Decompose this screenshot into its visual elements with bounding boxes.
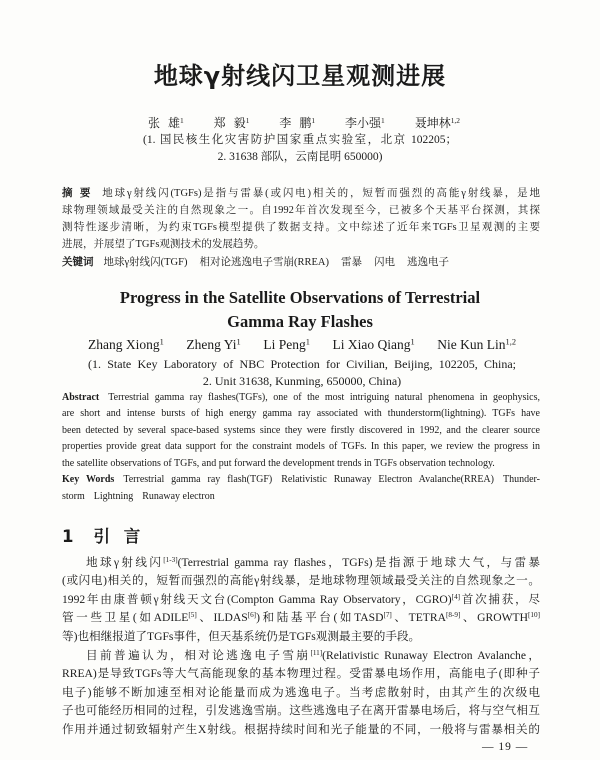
keywords-en-continued <box>62 489 540 506</box>
page-number: — 19 — <box>482 741 529 753</box>
body-segment: )和陆基平台(如TASD <box>256 611 384 625</box>
citation: [11] <box>310 648 323 657</box>
body-segment: 首次捕获，尽 <box>460 592 540 606</box>
section-heading <box>62 527 140 547</box>
author-name: Zhang Xiong <box>88 337 160 352</box>
body-segment: 子也可能经历相同的过程，引发逃逸雪崩。这些逃逸电子在离开雷暴电场后，将与空气相互 <box>62 704 540 718</box>
body-segment: 1992年由康普顿γ射线天文台(Compton Gamma Ray Observatory，CGRO) <box>62 592 452 606</box>
keyword: storm <box>62 490 85 502</box>
abstract-line: 球物理领域最受关注的自然现象之一。自1992年首次发现至今，已被多个天基平台探测，其探 <box>62 204 540 216</box>
body-segment: 、GROWTH <box>460 611 528 625</box>
abstract-line: 测特性逐步清晰，为约束TGFs模型提供了数据支持。文中综述了近年来TGFs卫星观测的主要 <box>62 222 540 234</box>
authors-cn <box>148 115 460 131</box>
title-cn: 地球γ射线闪卫星观测进展 <box>153 62 447 90</box>
body-segment: RREA)是导致TGFs等大气高能现象的基本物理过程。受雷暴电场作用，高能电子(即种子 <box>62 667 540 681</box>
abstract-label: Abstract <box>62 391 100 403</box>
section-number: 1 <box>62 527 74 546</box>
author <box>279 115 315 131</box>
keywords-label: Key Words <box>62 474 115 486</box>
affiliation-line: (1. State Key Laboratory of NBC Protection for Civilian, Beijing, 102205, China; <box>88 356 516 371</box>
section-title: 引 言 <box>93 527 141 546</box>
keyword: 逃逸电子 <box>406 256 449 268</box>
abstract-line: are short and intense bursts of high energy gamma ray associated with thunderstorm(lightning). TGFs have <box>62 408 540 420</box>
abstract-line: properties provide great data support for the constraint models of TGFs. In this paper, we review the progress in <box>62 441 540 453</box>
affiliation-mark: 1 <box>410 337 415 347</box>
citation: [5] <box>188 611 197 620</box>
author-name: Zheng Yi <box>186 337 237 352</box>
abstract-line: 进展，并展望了TGFs观测技术的发展趋势。 <box>62 239 265 251</box>
keyword: 闪电 <box>373 256 395 268</box>
body-line <box>62 702 540 721</box>
affiliation-mark: 1 <box>245 115 250 125</box>
keyword: Thunder- <box>502 474 540 486</box>
author <box>186 337 240 353</box>
body-segment: (Relativistic Runaway Electron Avalanche， <box>322 648 540 662</box>
citation: [10] <box>528 611 540 620</box>
body-segment: 、ILDAS <box>196 611 248 625</box>
body-line <box>62 554 540 573</box>
abstract-text: 地球γ射线闪(TGFs)是指与雷暴(或闪电)相关的，短暂而强烈的高能γ射线暴，是地 <box>102 187 540 199</box>
author-name: 郑 毅 <box>213 116 246 130</box>
body-line <box>62 628 540 647</box>
affiliation-mark: 1 <box>311 115 316 125</box>
keyword: Relativistic Runaway Electron Avalanche(RREA) <box>281 474 494 486</box>
citation: [1-3] <box>163 555 178 564</box>
abstract-line <box>62 390 540 407</box>
author <box>214 115 250 131</box>
body-line <box>62 647 540 666</box>
keywords-label: 关键词 <box>62 255 94 268</box>
keyword: 相对论逃逸电子雪崩(RREA) <box>199 256 329 268</box>
author-name: Li Peng <box>263 337 306 352</box>
affiliation-mark: 1 <box>180 115 184 125</box>
affiliation-mark: 1,2 <box>450 115 460 125</box>
abstract-label: 摘 要 <box>62 186 93 199</box>
keywords-cn <box>62 254 540 271</box>
author <box>333 337 415 353</box>
author-name: 李小强 <box>345 116 382 130</box>
body-segment: 目前普遍认为，相对论逃逸电子雪崩 <box>86 648 311 662</box>
keyword: Terrestrial gamma ray flash(TGF) <box>123 474 273 486</box>
affiliations-cn <box>143 132 457 166</box>
affiliations-en <box>88 356 516 390</box>
abstract-line <box>62 185 540 202</box>
keyword: Runaway electron <box>142 490 215 502</box>
title-en-line: Gamma Ray Flashes <box>227 312 373 331</box>
citation: [4] <box>451 592 461 601</box>
author <box>415 115 460 131</box>
affiliation-mark: 1 <box>381 115 385 125</box>
affiliation-mark: 1,2 <box>505 337 516 347</box>
body-segment: (Terrestrial gamma ray flashes，TGFs)是指源于地球大气，与雷暴 <box>177 555 540 569</box>
body-line <box>62 721 540 740</box>
abstract-line: the satellite observations of TGFs, and put forward the development trends in TGFs observation technology. <box>62 457 495 469</box>
body-segment: 、TETRA <box>391 611 446 625</box>
affiliation-mark: 1 <box>305 337 310 347</box>
title-en-line: Progress in the Satellite Observations of Terrestrial <box>119 288 481 307</box>
author <box>345 115 385 131</box>
author <box>437 337 516 353</box>
affiliation-line: 2. 31638 部队，云南昆明 650000) <box>217 151 383 163</box>
affiliation-line: (1. 国民核生化灾害防护国家重点实验室，北京 102205； <box>143 134 457 146</box>
author-name: 李 鹏 <box>279 116 312 130</box>
citation: [6] <box>247 611 257 620</box>
abstract-line: been detected by several space-based systems since they were firstly discovered in 1992, and the clearer source <box>62 424 540 436</box>
citation: [7] <box>383 611 392 620</box>
author-name: 张 雄 <box>148 116 181 130</box>
abstract-text: Terrestrial gamma ray flashes(TGFs), one of the most intriguing natural phenomena in geophysics, <box>108 391 540 403</box>
body-line <box>62 572 540 591</box>
body-text <box>62 554 540 740</box>
keyword: 雷暴 <box>340 256 362 268</box>
affiliation-mark: 1 <box>159 337 164 347</box>
author <box>148 115 184 131</box>
keyword: 地球γ射线闪(TGF) <box>103 256 188 268</box>
body-segment: 等)也相继报道了TGFs事件，但天基系统仍是TGFs观测最主要的手段。 <box>62 630 421 644</box>
body-segment: 管一些卫星(如ADILE <box>62 611 189 625</box>
keywords-en <box>62 472 540 489</box>
title-en <box>0 286 600 334</box>
author-name: Nie Kun Lin <box>437 337 506 352</box>
author <box>263 337 310 353</box>
keyword: Lightning <box>93 490 134 502</box>
author <box>88 337 164 353</box>
body-segment: 地球γ射线闪 <box>86 555 164 569</box>
body-line <box>62 684 540 703</box>
body-segment: 电子)能够不断加速至相对论能量而成为逃逸电子。当考虑散射时，由其产生的次级电 <box>62 685 540 699</box>
author-name: Li Xiao Qiang <box>332 337 411 352</box>
abstract-cn <box>62 185 540 271</box>
citation: [8-9] <box>445 611 461 620</box>
abstract-en <box>62 390 540 506</box>
author-name: 聂坤林 <box>414 116 451 130</box>
affiliation-mark: 1 <box>236 337 241 347</box>
body-segment: (或闪电)相关的，短暂而强烈的高能γ射线暴，是地球物理领域最受关注的自然现象之一。 <box>62 574 540 588</box>
authors-en <box>88 337 516 353</box>
affiliation-line: 2. Unit 31638, Kunming, 650000, China) <box>202 373 402 388</box>
body-line <box>62 609 540 628</box>
body-line <box>62 665 540 684</box>
body-segment: 作用并通过韧致辐射产生X射线。根据持续时间和光子能量的不同，一般将与雷暴相关的 <box>62 723 540 737</box>
body-line <box>62 591 540 610</box>
